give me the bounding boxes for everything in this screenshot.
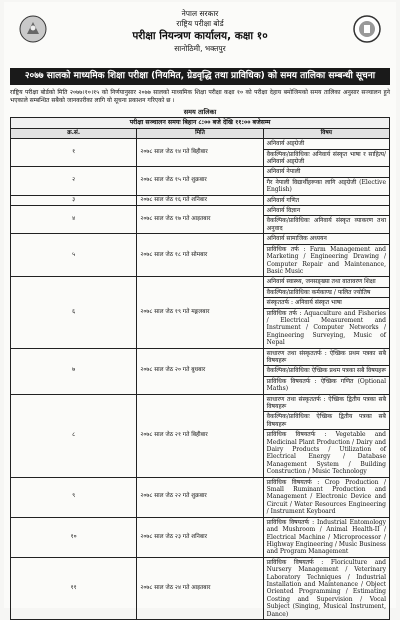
row-subject: प्राविधिक विषयतर्फ : ऐच्छिक गणित (Optional Maths) xyxy=(263,376,389,394)
row-subject: वैकल्पिक/प्राविधिकः कर्मकाण्ड / फलित ज्योतिष xyxy=(263,287,389,297)
row-serial: ६ xyxy=(11,277,137,348)
notice-header xyxy=(4,2,396,68)
row-serial: १० xyxy=(11,517,137,557)
row-subject: वैकल्पिक/प्राविधिकः अनिवार्य संस्कृत व्याकरण तथा अनुवाद xyxy=(263,216,389,234)
intro-paragraph: राष्ट्रिय परीक्षा बोर्डको मिति २०७७।१०।१५ को निर्णयानुसार २०७७ सालको माध्यमिक शिक्षा परीक्षा कक्षा १० को परीक्षा देहाय बमोजिमको समय तालिका अनुसार सञ्चालन हुने भएकाले सम्बन्धित सबैको जानकारीका लागि यो सूचना प्रकाशन गरिएको छ । xyxy=(10,89,390,105)
table-header-row xyxy=(11,128,390,138)
table-row xyxy=(11,206,390,216)
row-date: २०७८ साल जेठ १६ गते शनिबार xyxy=(137,195,263,205)
exam-time: परीक्षा सञ्चालन समयः बिहान ८:०० बजे देखि ११:०० बजेसम्म xyxy=(11,118,390,128)
row-date: २०७८ साल जेठ २१ गते बिहीबार xyxy=(137,394,263,477)
row-subject: साधारण तथा संस्कृततर्फ : ऐच्छिक प्रथम पत्रका सबै विषयहरू xyxy=(263,348,389,366)
row-serial: २ xyxy=(11,167,137,195)
row-subject: संस्कृततर्फ : अनिवार्य संस्कृत भाषा xyxy=(263,298,389,308)
row-serial: १ xyxy=(11,139,137,167)
row-subject: अनिवार्य गणित xyxy=(263,195,389,205)
exam-board-logo-icon xyxy=(352,14,382,44)
row-subject: प्राविधिक तर्फ : Aquaculture and Fisheries / Electrical Measurement and Instrument / Computer Networks / Engineering Surveying, Music of Nepal xyxy=(263,308,389,348)
row-subject: साधारण तथा संस्कृततर्फ : ऐच्छिक द्वितीय पत्रका सबै विषयहरू xyxy=(263,394,389,412)
row-subject: वैकल्पिक/प्राविधिकः अनिवार्य संस्कृत भाषा र साहित्य/अनिवार्य अङ्ग्रेजी xyxy=(263,149,389,167)
table-row xyxy=(11,477,390,517)
row-serial: ९ xyxy=(11,477,137,517)
row-subject: प्राविधिक विषयतर्फ : Crop Production / Small Ruminant Production and Management / Electronic Device and Circuit / Water Resources Engineering / Instrument Keyboard xyxy=(263,477,389,517)
schedule-heading: समय तालिका xyxy=(183,108,217,117)
col-date: मिति xyxy=(137,128,263,138)
table-row xyxy=(11,139,390,149)
row-date: २०७८ साल जेठ २० गते बुधबार xyxy=(137,348,263,394)
table-row xyxy=(11,277,390,287)
table-row xyxy=(11,234,390,244)
row-serial: ३ xyxy=(11,195,137,205)
government-emblem-icon xyxy=(18,14,48,44)
row-date: २०७८ साल जेठ १९ गते मङ्गलबार xyxy=(137,277,263,348)
row-subject: अनिवार्य विज्ञान xyxy=(263,206,389,216)
row-date: २०७८ साल जेठ १८ गते सोमबार xyxy=(137,234,263,277)
row-subject: वैकल्पिक/प्राविधिकः ऐच्छिक द्वितीय पत्रका सबै विषयहरू xyxy=(263,412,389,430)
row-subject: प्राविधिक विषयतर्फ : Vegetable and Medicinal Plant Production / Dairy and Dairy Products / Utilization of Electrical Energy / Database Management System / Building Construction / Music Technology xyxy=(263,430,389,477)
schedule-rows xyxy=(11,139,390,620)
row-date: २०७८ साल जेठ २४ गते आइतबार xyxy=(137,557,263,619)
row-subject: अनिवार्य स्वास्थ्य, जनसङ्ख्या तथा वातावरण शिक्षा xyxy=(263,277,389,287)
row-date: २०७८ साल जेठ १४ गते बिहीबार xyxy=(137,139,263,167)
table-row xyxy=(11,167,390,177)
row-serial: ५ xyxy=(11,234,137,277)
header-line-3: परीक्षा नियन्त्रण कार्यालय, कक्षा १० xyxy=(132,30,268,42)
row-serial: ८ xyxy=(11,394,137,477)
col-serial: क्र.सं. xyxy=(11,128,137,138)
row-subject: वैकल्पिक/प्राविधिकः ऐच्छिक प्रथम पत्रका सबै विषयहरू xyxy=(263,366,389,376)
row-date: २०७८ साल जेठ १७ गते आइतबार xyxy=(137,206,263,234)
table-row xyxy=(11,557,390,619)
table-row xyxy=(11,348,390,366)
header-line-1: नेपाल सरकार xyxy=(181,9,219,18)
table-row xyxy=(11,517,390,557)
row-subject: अनिवार्य सामाजिक अध्ययन xyxy=(263,234,389,244)
row-date: २०७८ साल जेठ २३ गते शनिबार xyxy=(137,517,263,557)
time-row xyxy=(11,118,390,128)
schedule-table xyxy=(10,117,390,620)
col-subject: विषय xyxy=(263,128,389,138)
row-date: २०७८ साल जेठ १५ गते शुक्रबार xyxy=(137,167,263,195)
row-subject: गैर नेपाली विद्यार्थीहरूका लागि अङ्ग्रेजी (Elective English) xyxy=(263,177,389,195)
row-subject: अनिवार्य अङ्ग्रेजी xyxy=(263,139,389,149)
row-serial: ४ xyxy=(11,206,137,234)
table-row xyxy=(11,394,390,412)
row-subject: अनिवार्य नेपाली xyxy=(263,167,389,177)
header-line-4: सानोठिमी, भक्तपुर xyxy=(174,44,226,53)
notice-title: २०७७ सालको माध्यमिक शिक्षा परीक्षा (नियमित, ग्रेडवृद्धि तथा प्राविधिक) को समय तालिका सम्बन्धी सूचना xyxy=(10,68,390,85)
row-subject: प्राविधिक तर्फ : Farm Management and Marketing / Engineering Drawing / Computer Repair and Maintenance, Basic Music xyxy=(263,244,389,277)
row-subject: प्राविधिक विषयतर्फ : Floriculture and Nursery Management / Veterinary Laboratory Techniques / Industrial Installation and Maintenance / Object Oriented Programming / Estimating Costing and Supervision / Vocal Subject (Singing, Musical Instrument, Dance) xyxy=(263,557,389,619)
header-line-2: राष्ट्रिय परीक्षा बोर्ड xyxy=(176,19,224,28)
table-row xyxy=(11,195,390,205)
notice-page xyxy=(4,2,396,618)
row-serial: ७ xyxy=(11,348,137,394)
row-serial: ११ xyxy=(11,557,137,619)
row-date: २०७८ साल जेठ २२ गते शुक्रबार xyxy=(137,477,263,517)
row-subject: प्राविधिक विषयतर्फ : Industrial Entomology and Mushroom / Animal Health-II / Electrical Machine / Microprocessor / Highway Engineering / Music Business and Program Management xyxy=(263,517,389,557)
